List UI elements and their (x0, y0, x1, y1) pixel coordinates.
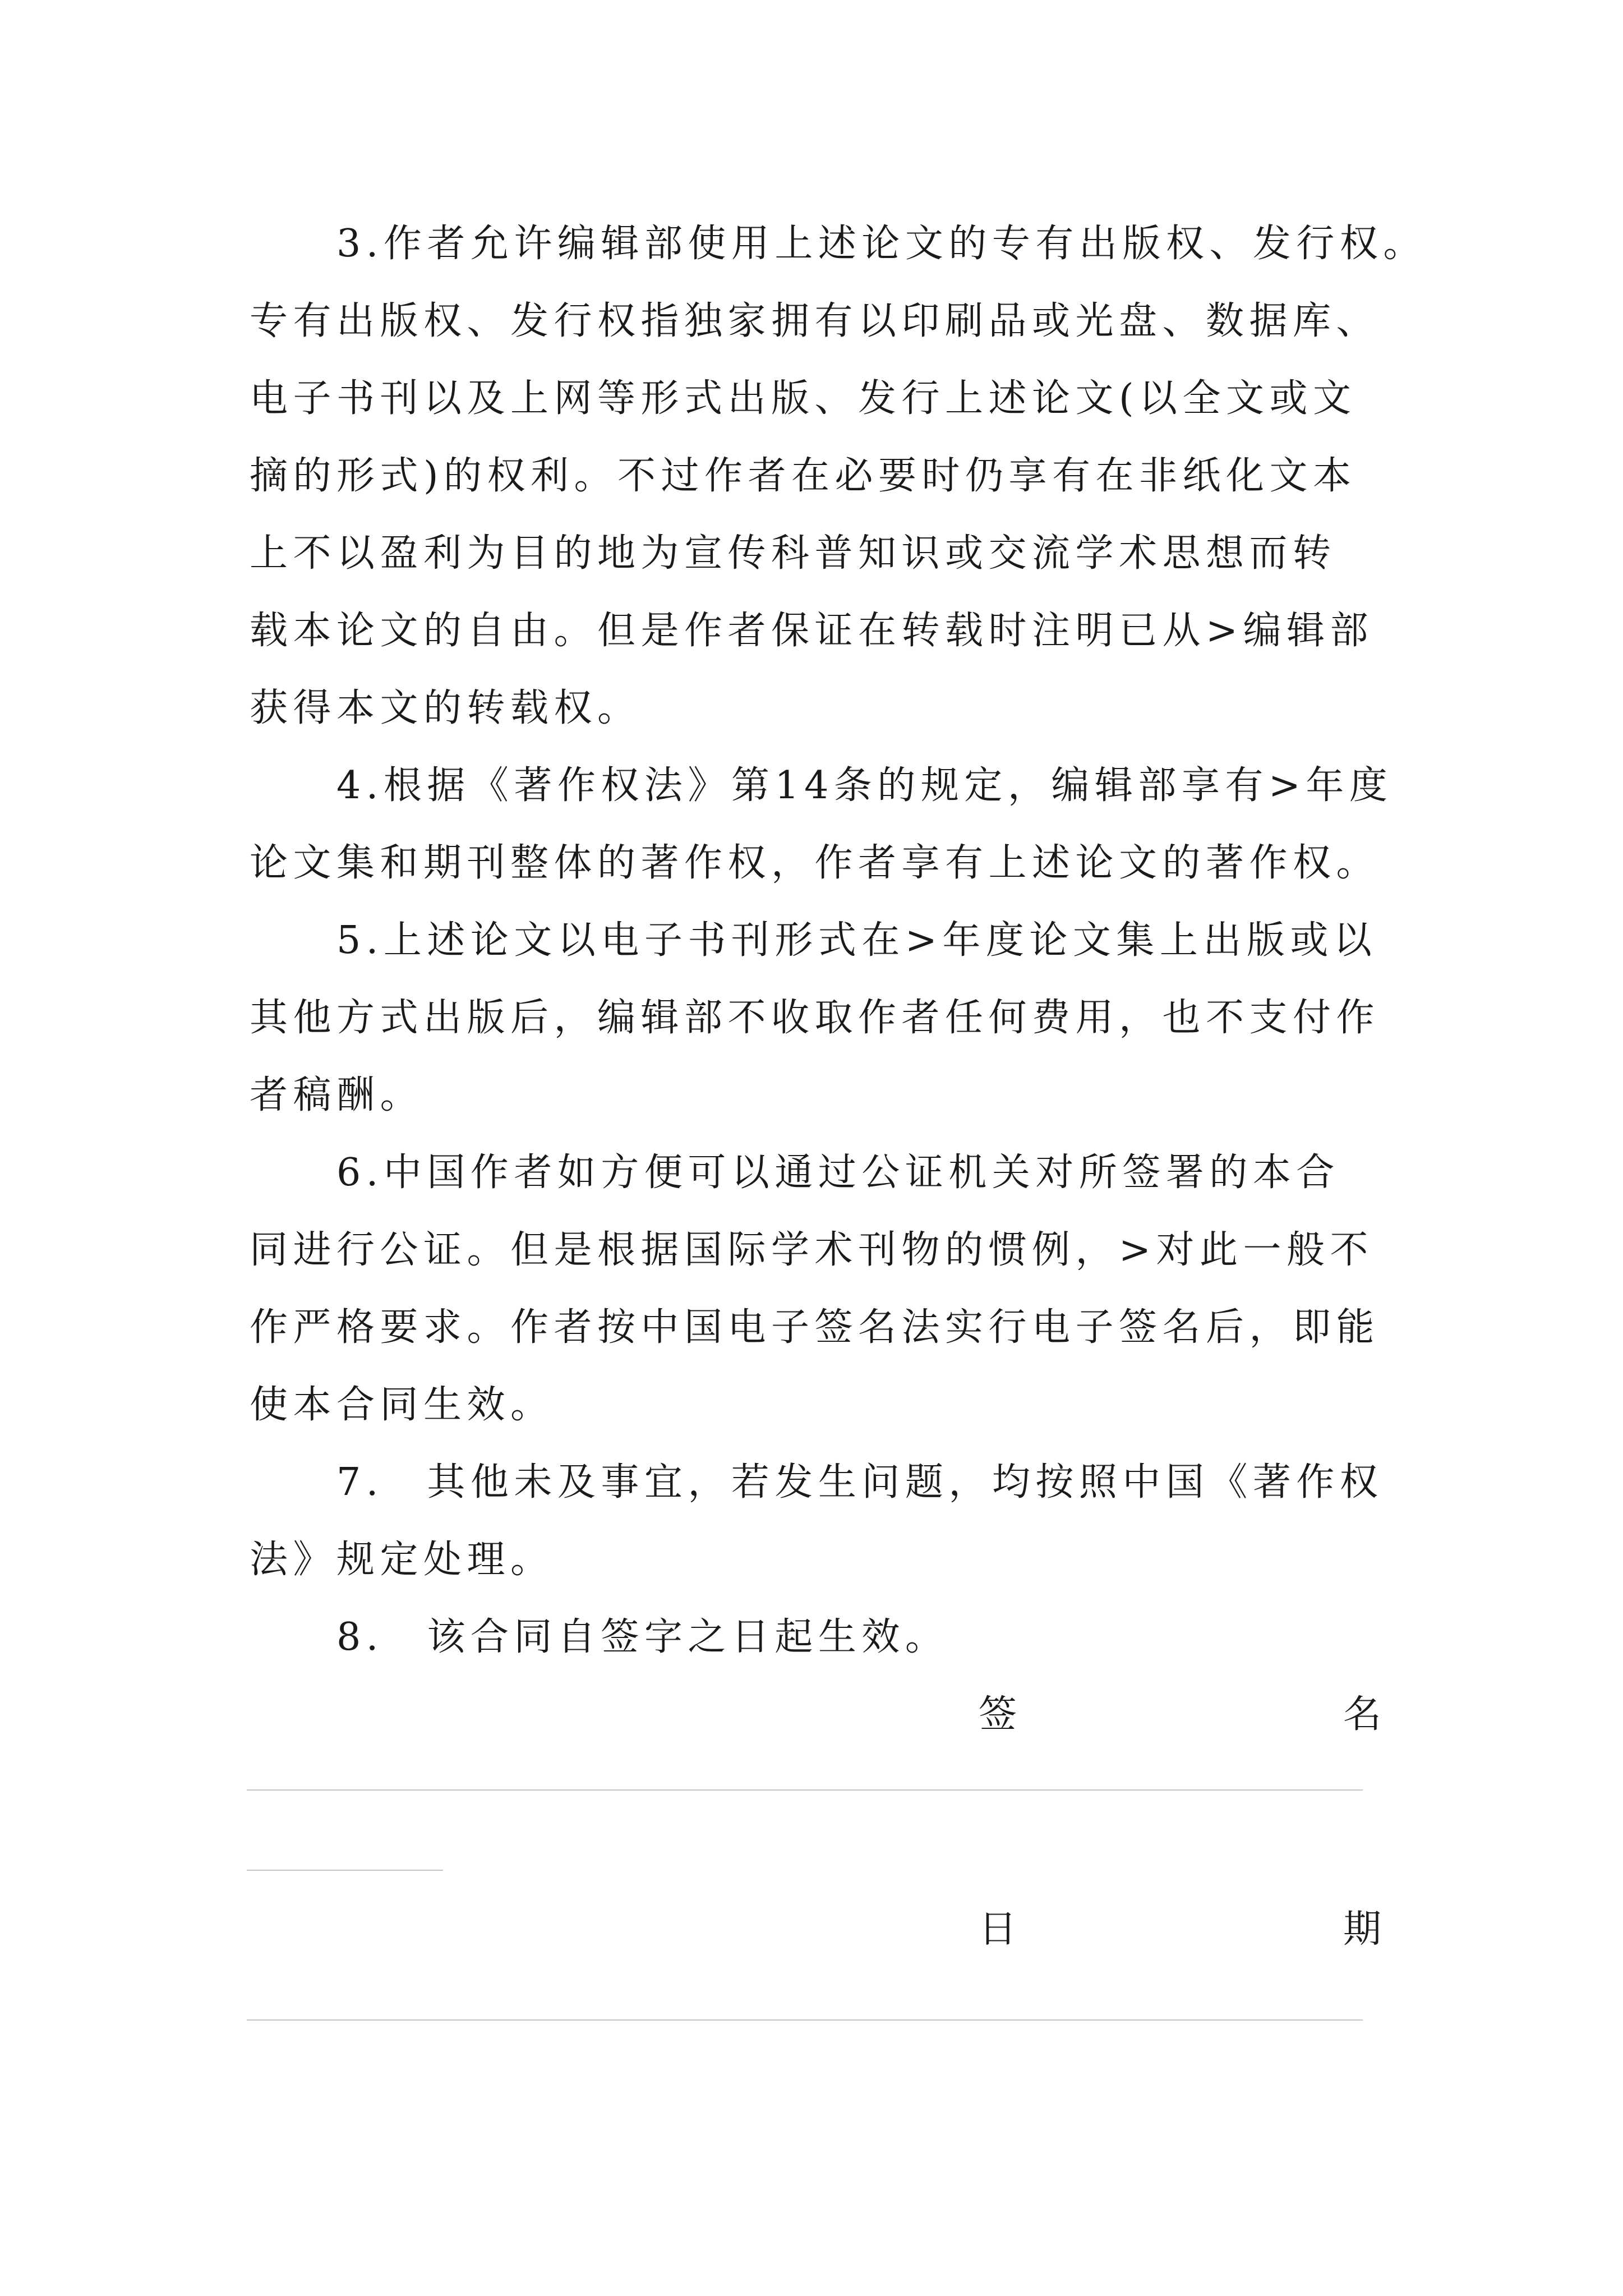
clause-6-line-4: 使本合同生效。 (250, 1383, 554, 1427)
clause-3-line-5: 上不以盈利为目的地为宣传科普知识或交流学术思想而转 (250, 531, 1336, 576)
clause-4-line-1: 4.根据《著作权法》第14条的规定，编辑部享有>年度 (336, 763, 1393, 808)
clause-3-line-4: 摘的形式)的权利。不过作者在必要时仍享有在非纸化文本 (250, 454, 1357, 498)
clause-3-line-3: 电子书刊以及上网等形式出版、发行上述论文(以全文或文 (250, 376, 1357, 421)
date-label-left: 日 (979, 1907, 1017, 1952)
clause-5-line-1: 5.上述论文以电子书刊形式在>年度论文集上出版或以 (336, 918, 1377, 963)
signature-line (247, 1789, 1363, 1791)
clause-4-line-2: 论文集和期刊整体的著作权，作者享有上述论文的著作权。 (250, 841, 1380, 885)
clause-3-line-1: 3.作者允许编辑部使用上述论文的专有出版权、发行权。 (336, 222, 1427, 266)
signature-line-continuation (247, 1870, 443, 1871)
clause-3-line-7: 获得本文的转载权。 (250, 686, 641, 730)
clause-7-line-2: 法》规定处理。 (250, 1538, 554, 1582)
clause-3-line-2: 专有出版权、发行权指独家拥有以印刷品或光盘、数据库、 (250, 299, 1380, 343)
clause-3-line-6: 载本论文的自由。但是作者保证在转载时注明已从>编辑部 (250, 609, 1373, 653)
clause-8-line-1: 8. 该合同自签字之日起生效。 (336, 1615, 949, 1659)
clause-6-line-3: 作严格要求。作者按中国电子签名法实行电子签名后，即能 (250, 1305, 1380, 1350)
signature-label-left: 签 (979, 1692, 1017, 1737)
signature-label-right: 名 (1343, 1692, 1382, 1737)
clause-6-line-1: 6.中国作者如方便可以通过公证机关对所签署的本合 (336, 1151, 1340, 1195)
clause-7-line-1: 7. 其他未及事宜，若发生问题，均按照中国《著作权 (336, 1460, 1384, 1504)
clause-5-line-2: 其他方式出版后，编辑部不收取作者任何费用，也不支付作 (250, 996, 1380, 1040)
date-line (247, 2019, 1363, 2021)
clause-5-line-3: 者稿酬。 (250, 1073, 424, 1117)
date-label-right: 期 (1343, 1907, 1382, 1952)
clause-6-line-2: 同进行公证。但是根据国际学术刊物的惯例，>对此一般不 (250, 1228, 1373, 1272)
